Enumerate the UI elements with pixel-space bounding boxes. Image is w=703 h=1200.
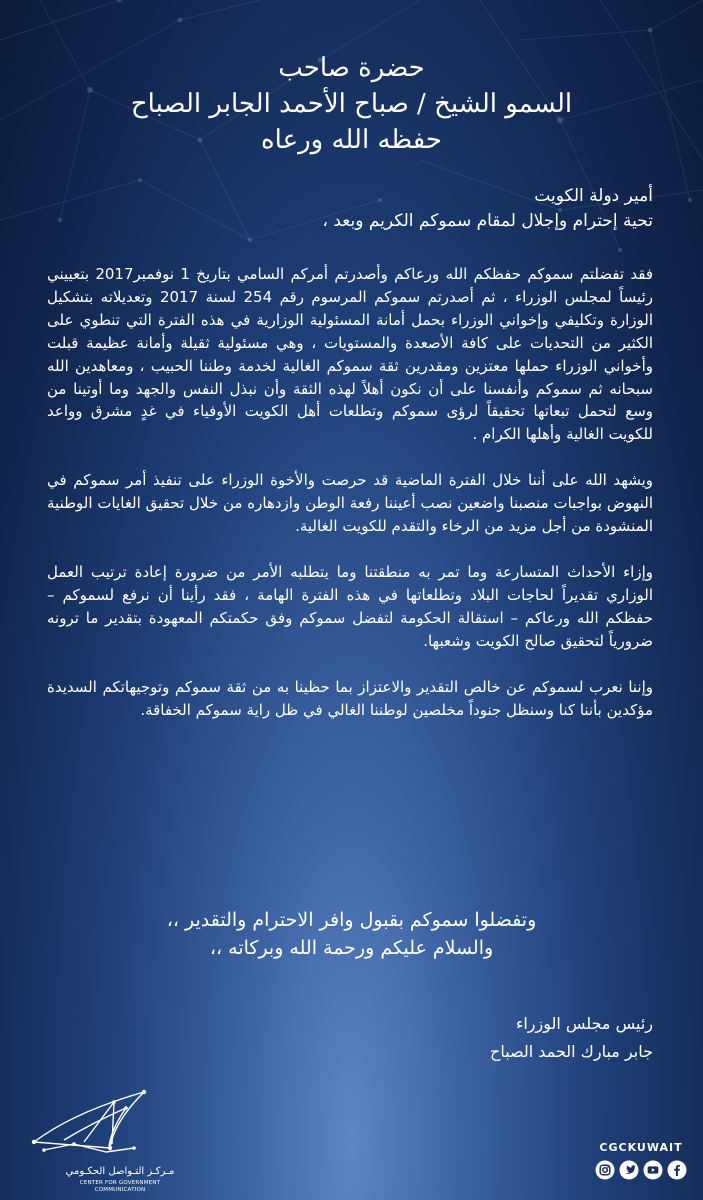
logo-name-english: CENTER FOR GOVERNMENT COMMUNICATION: [79, 1180, 161, 1193]
salutation-line-1: أمير دولة الكويت: [534, 186, 653, 206]
instagram-icon[interactable]: [595, 1160, 615, 1180]
salutation-line-2: تحية إحترام وإجلال لمقام سموكم الكريم وبعد ،: [322, 211, 653, 231]
body-paragraph-1: فقد تفضلتم سموكم حفظكم الله ورعاكم وأصدرتم أمركم السامي بتاريخ 1 نوفمبر2017 بتعييني رئيساً لمجلس الوزراء ، ثم أصدرتم سموكم المرسوم رقم 254 لسنة 2017 وتعديلاته بتشكيل الوزارة وتكليفي وإخواني الوزراء بحمل أمانة المسئولية الوزارية في هذه الفترة التي تنطوي على الكثير من التحديات على كافة الأصعدة والمستويات ، وهي مسئولية ثقيلة وأمانة عظيمة قبلت وأخواني الوزراء حملها معتزين ومقدرين ثقة سموكم الغالية لخدمة وطننا الحبيب ، ومعاهدين الله سبحانه ثم سموكم وأنفسنا على أن نكون أهلاً لهذه الثقة وأن نبذل النفس والجهد وما أوتينا من وسع لتحمل تبعاتها تحقيقاً لرؤى سموكم وتطلعات أهل الكويت الأوفياء في غدٍ مشرق وواعد للكويت الغالية وأهلها الكرام .: [47, 265, 654, 444]
body-paragraph-2: ويشهد الله على أننا خلال الفترة الماضية قد حرصت والأخوة الوزراء على تنفيذ أمر سموكم في النهوض بواجبات منصبنا واضعين نصب أعيننا رفعة الوطن وازدهاره من خلال تحقيق الغايات الوطنية المنشودة من أجل مزيد من الرخاء والتقدم للكويت الغالية.: [47, 471, 653, 536]
social-icons: [595, 1160, 687, 1182]
heading-line-1: حضرة صاحب: [278, 53, 425, 83]
logo-name-arabic: مـركـز التـواصل الحكـومي: [65, 1166, 175, 1177]
letter-heading: [60, 50, 643, 158]
closing-line-1: وتفضلوا سموكم بقبول وافر الاحترام والتقدير ،،: [166, 909, 537, 931]
closing-remarks: [60, 906, 643, 962]
twitter-icon[interactable]: [619, 1160, 639, 1180]
closing-line-2: والسلام عليكم ورحمة الله وبركاته ،،: [209, 937, 494, 959]
heading-line-3: حفظه الله ورعاه: [261, 125, 442, 155]
body-paragraph-4: وإننا نعرب لسموكم عن خالص التقدير والاعتزاز بما حظينا به من ثقة سموكم وتوجيهاتكم السديدة مؤكدين بأننا كنا وسنظل جنوداً مخلصين لوطننا الغالي في ظل راية سموكم الخفاقة.: [47, 677, 653, 719]
youtube-icon[interactable]: [643, 1160, 663, 1180]
signature-block: [253, 1010, 653, 1066]
letter-body: [47, 263, 653, 744]
heading-line-2: السمو الشيخ / صباح الأحمد الجابر الصباح: [130, 89, 573, 119]
signature-title: رئيس مجلس الوزراء: [515, 1014, 653, 1033]
facebook-icon[interactable]: [667, 1160, 687, 1180]
social-handle[interactable]: CGCKUWAIT: [599, 1141, 683, 1154]
signature-name: جابر مبارك الحمد الصباح: [489, 1042, 653, 1061]
salutation: [50, 184, 653, 234]
body-paragraph-3: وإزاء الأحداث المتسارعة وما تمر به منطقتنا وما يتطلبه الأمر من ضرورة إعادة ترتيب العمل الوزاري تقديراً لحاجات البلاد وتطلعاتها في هذه الفترة الهامة ، فقد رأينا أن نرفع لسموكم – حفظكم الله ورعاكم – استقالة الحكومة لتفضل سموكم وفق حكمتكم المعهودة بتقدير ما ترونه ضرورياً لتحقيق صالح الكويت وشعبها.: [47, 562, 653, 650]
